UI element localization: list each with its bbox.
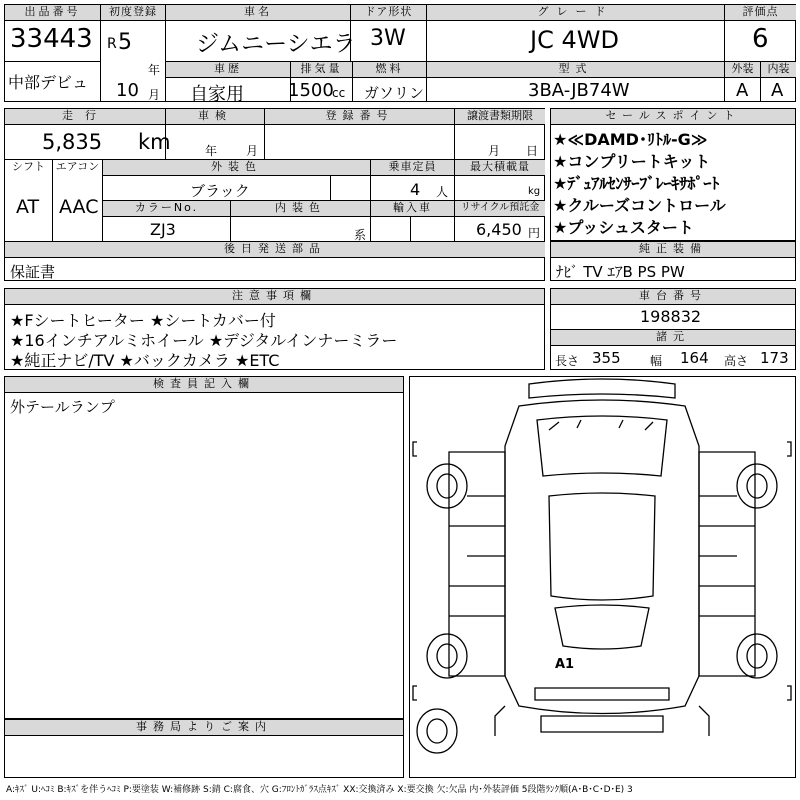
mileage-unit: km: [138, 130, 171, 154]
lot-number-label: 出品番号: [5, 5, 100, 20]
recycle-fee-label: リサイクル預託金: [455, 201, 545, 216]
width-value: 164: [680, 349, 709, 367]
sales-point-item: ★プッシュスタート: [553, 218, 694, 237]
capacity-unit: 人: [436, 185, 449, 199]
aircon: AAC: [59, 196, 99, 218]
auction-name: 中部デビュ: [8, 73, 89, 92]
exterior-color: ブラック: [190, 182, 250, 200]
car-name: ジムニーシエラ: [196, 31, 356, 57]
displacement: 1500: [288, 80, 334, 101]
capacity: 4: [410, 180, 421, 199]
exterior-color-label: 外装色: [103, 160, 370, 175]
exterior-grade-label: 外装: [725, 62, 760, 77]
interior-color-label: 内装色: [231, 201, 370, 216]
later-parts-label: 後日発送部品: [5, 242, 545, 257]
note-line: ★純正ナビ/TV ★バックカメラ ★ETC: [10, 351, 280, 370]
car-name-label: 車名: [166, 5, 350, 20]
car-diagram: [409, 376, 796, 778]
length-value: 355: [592, 349, 621, 367]
height-label: 高さ: [724, 354, 749, 368]
interior-grade: A: [771, 80, 784, 101]
model-code: 3BA-JB74W: [528, 80, 630, 101]
first-registration-month: 10: [116, 80, 139, 101]
equipment-list: ﾅﾋﾞ TV ｴｱB PS PW: [556, 263, 685, 281]
note-line: ★16インチアルミホイール ★デジタルインナーミラー: [10, 331, 398, 350]
transfer-day-unit: 日: [526, 144, 539, 158]
score-label: 評価点: [725, 5, 796, 20]
mileage-label: 走行: [5, 109, 165, 124]
year-unit: 年: [148, 63, 161, 77]
first-registration-label: 初度登録: [101, 5, 165, 20]
exterior-grade: A: [736, 80, 749, 101]
grade: JC 4WD: [530, 26, 619, 54]
grade-label: グレード: [427, 5, 724, 20]
sales-points-label: セールスポイント: [551, 109, 795, 124]
month-unit: 月: [148, 88, 161, 102]
length-label: 長さ: [555, 354, 580, 368]
color-number-label: カラーNo.: [103, 201, 230, 216]
sales-point-item: ★ﾃﾞｭｱﾙｾﾝｻｰﾌﾞﾚｰｷｻﾎﾟｰﾄ: [553, 174, 720, 193]
mileage: 5,835: [42, 130, 103, 154]
legend: A:ｷｽﾞ U:ﾍｺﾐ B:ｷｽﾞを伴うﾍｺﾐ P:要塗装 W:補修跡 S:錆 C:腐食、穴 G:ﾌﾛﾝﾄｶﾞﾗｽ点ｷｽﾞ XX:交換済み X:要交換 欠:欠品 内･外装評価 5段階ﾗﾝｸ順(A･B･C･D･E) 3: [6, 785, 633, 795]
aircon-label: エアコン: [55, 160, 100, 173]
shift-label: シフト: [12, 160, 45, 173]
model-label: 型式: [427, 62, 724, 77]
notes-label: 注意事項欄: [5, 289, 544, 304]
door-type: 3W: [370, 26, 406, 51]
notes-lines: [10, 308, 540, 368]
fuel-label: 燃料: [353, 62, 426, 77]
capacity-label: 乗車定員: [371, 160, 454, 175]
history: 自家用: [190, 84, 244, 105]
inspection-month-unit: 月: [246, 144, 259, 158]
equipment-label: 純正装備: [551, 242, 795, 257]
first-registration-year: 5: [118, 30, 132, 55]
interior-color-unit: 系: [354, 228, 367, 242]
inspector-section: [4, 376, 404, 719]
max-load-unit: kg: [528, 186, 541, 197]
displacement-unit: cc: [332, 86, 346, 100]
recycle-fee: 6,450: [476, 220, 522, 239]
sales-points-list: [553, 127, 793, 237]
max-load-label: 最大積載量: [455, 160, 545, 175]
history-label: 車歴: [166, 62, 290, 77]
inspector-label: 検査員記入欄: [5, 377, 403, 392]
fuel: ガソリン: [364, 84, 425, 102]
damage-mark: A1: [555, 657, 575, 672]
shift: AT: [16, 196, 40, 218]
import-label: 輸入車: [371, 201, 454, 216]
width-label: 幅: [650, 354, 663, 368]
door-type-label: ドア形状: [351, 5, 426, 20]
sales-point-item: ★コンプリートキット: [553, 152, 711, 171]
inspector-note: 外テールランプ: [10, 398, 115, 416]
interior-grade-label: 内装: [761, 62, 796, 77]
color-number: ZJ3: [150, 220, 176, 239]
era: R: [107, 36, 117, 52]
inspection-label: 車検: [166, 109, 264, 124]
office-label: 事務局よりご案内: [5, 720, 403, 735]
sales-point-item: ★クルーズコントロール: [553, 196, 726, 215]
registration-number-label: 登録番号: [265, 109, 454, 124]
score: 6: [752, 24, 769, 54]
chassis-label: 車台番号: [551, 289, 795, 304]
later-parts: 保証書: [10, 263, 56, 281]
note-line: ★Fシートヒーター ★シートカバー付: [10, 311, 276, 330]
dimensions-label: 諸元: [551, 330, 795, 345]
sales-point-item: ★≪DAMD･ﾘﾄﾙ-G≫: [553, 130, 708, 149]
transfer-month-unit: 月: [488, 144, 501, 158]
displacement-label: 排気量: [291, 62, 352, 77]
recycle-fee-unit: 円: [528, 226, 541, 240]
transfer-deadline-label: 譲渡書類期限: [455, 109, 545, 124]
lot-number: 33443: [10, 24, 93, 54]
inspection-year-unit: 年: [205, 144, 218, 158]
height-value: 173: [760, 349, 789, 367]
chassis-number: 198832: [640, 307, 702, 326]
